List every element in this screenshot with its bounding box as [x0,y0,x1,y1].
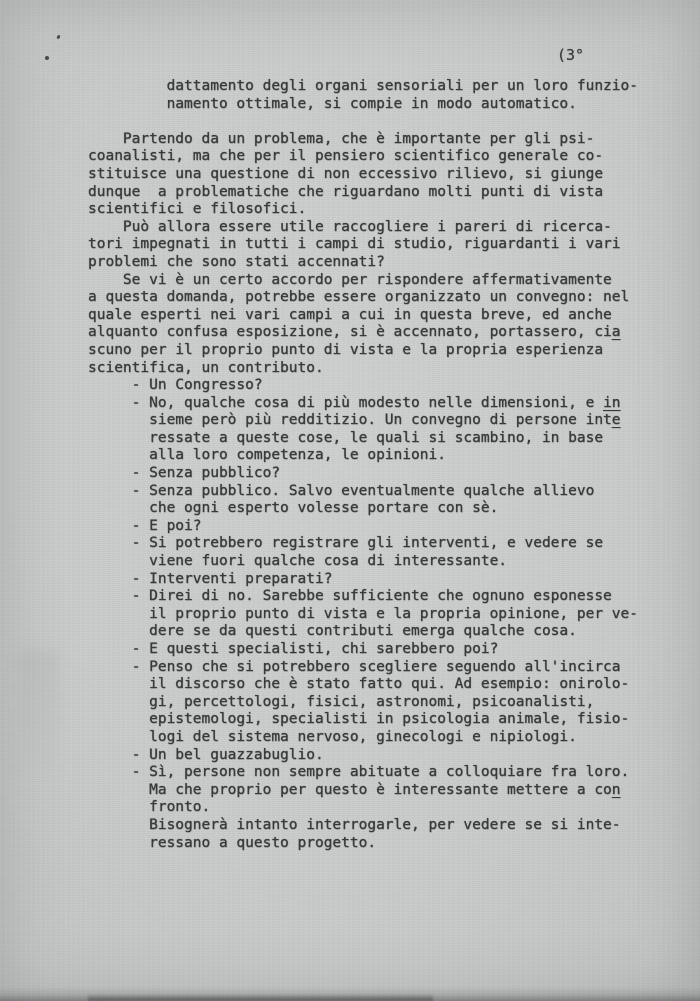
text-segment: - Senza pubblico? [88,465,281,482]
text-segment: - Senza pubblico. Salvo eventualmente qualche allievo [88,482,595,499]
text-segment: - Un Congresso? [88,377,263,394]
text-segment: il discorso che è stato fatto qui. Ad esempio: onirolo- [88,676,630,693]
text-segment: scuno per il proprio punto di vista e la propria esperienza [88,341,604,358]
ink-speck [56,35,60,40]
text-segment: - E questi specialisti, chi sarebbero poi? [88,641,499,657]
text-segment: - Penso che si potrebbero scegliere seguendo all'incirca [88,658,621,675]
scan-edge-shadow-dark [88,994,433,1001]
text-segment: problemi che sono stati accennati? [88,253,385,270]
text-segment: stituisce una questione di non eccessivo rilievo, si giunge [88,165,604,182]
text-segment: - Sì, persone non sempre abituate a colloquiare fra loro. [88,764,630,781]
text-segment: - Si potrebbero registrare gli interventi, e vedere se [88,535,604,552]
underlined-text-segment: n [611,781,621,798]
text-segment: sieme però più redditizio. Un convegno di persone int [88,412,612,429]
text-segment: ressate a queste cose, le quali si scambino, in base [88,429,604,446]
text-segment: scientifica, un contributo. [88,359,324,376]
text-segment: alla loro competenza, le opinioni. [88,447,446,464]
text-segment: epistemologi, specialisti in psicologia animale, fisio- [88,711,630,728]
text-segment: Bisognerà intanto interrogarle, per vedere se si inte- [88,816,621,833]
underlined-text-segment: a [611,324,621,341]
text-segment: - No, qualche cosa di più modesto nelle dimensioni, e [88,394,604,411]
text-segment: Se vi è un certo accordo per rispondere affermativamente [88,271,612,288]
text-segment: Ma che proprio per questo è interessante mettere a co [88,781,612,798]
text-segment: tori impegnati in tutti i campi di studio, riguardanti i vari [88,236,621,253]
text-segment: logi del sistema nervoso, ginecologi e nipiologi. [88,728,577,745]
text-segment: coanalisti, ma che per il pensiero scientifico generale co- [88,148,604,165]
text-segment: quale esperti nei vari campi a cui in questa breve, ed anche [88,306,612,323]
text-segment: dere se da questi contributi emerga qualche cosa. [88,623,577,640]
text-segment: Può allora essere utile raccogliere i pareri di ricerca- [88,218,612,235]
page-number: (3° [557,46,585,64]
text-segment: il proprio punto di vista e la propria opinione, per ve- [88,605,638,622]
text-segment: - Direi di no. Sarebbe sufficiente che ognuno esponesse [88,588,612,605]
ink-speck [45,56,49,60]
text-segment: scientifici e filosofici. [88,201,307,218]
text-segment: fronto. [88,799,211,816]
text-segment: dattamento degli organi sensoriali per un loro funzio- [88,78,638,94]
typewritten-text [88,78,638,852]
text-segment: a questa domanda, potrebbe essere organizzato un convegno: nel [88,289,630,306]
text-segment: - Un bel guazzabuglio. [88,746,324,763]
underlined-text-segment: in [603,394,621,411]
text-segment: dunque a problematiche che riguardano molti punti di vista [88,183,604,200]
text-segment: - E poi? [88,517,202,534]
text-segment: ressano a questo progetto. [88,834,377,851]
paper-ghost-mark [18,650,58,770]
text-segment: che ogni esperto volesse portare con sè. [88,500,499,517]
text-segment: namento ottimale, si compie in modo automatico. [88,95,577,112]
underlined-text-segment: e [611,412,621,429]
text-segment: - Interventi preparati? [88,570,333,587]
text-segment: Partendo da un problema, che è importante per gli psi- [88,130,595,147]
text-segment: gi, percettologi, fisici, astronomi, psicoanalisti, [88,693,595,710]
text-segment: viene fuori qualche cosa di interessante. [88,553,508,570]
text-segment: alquanto confusa esposizione, si è accennato, portassero, ci [88,324,612,341]
